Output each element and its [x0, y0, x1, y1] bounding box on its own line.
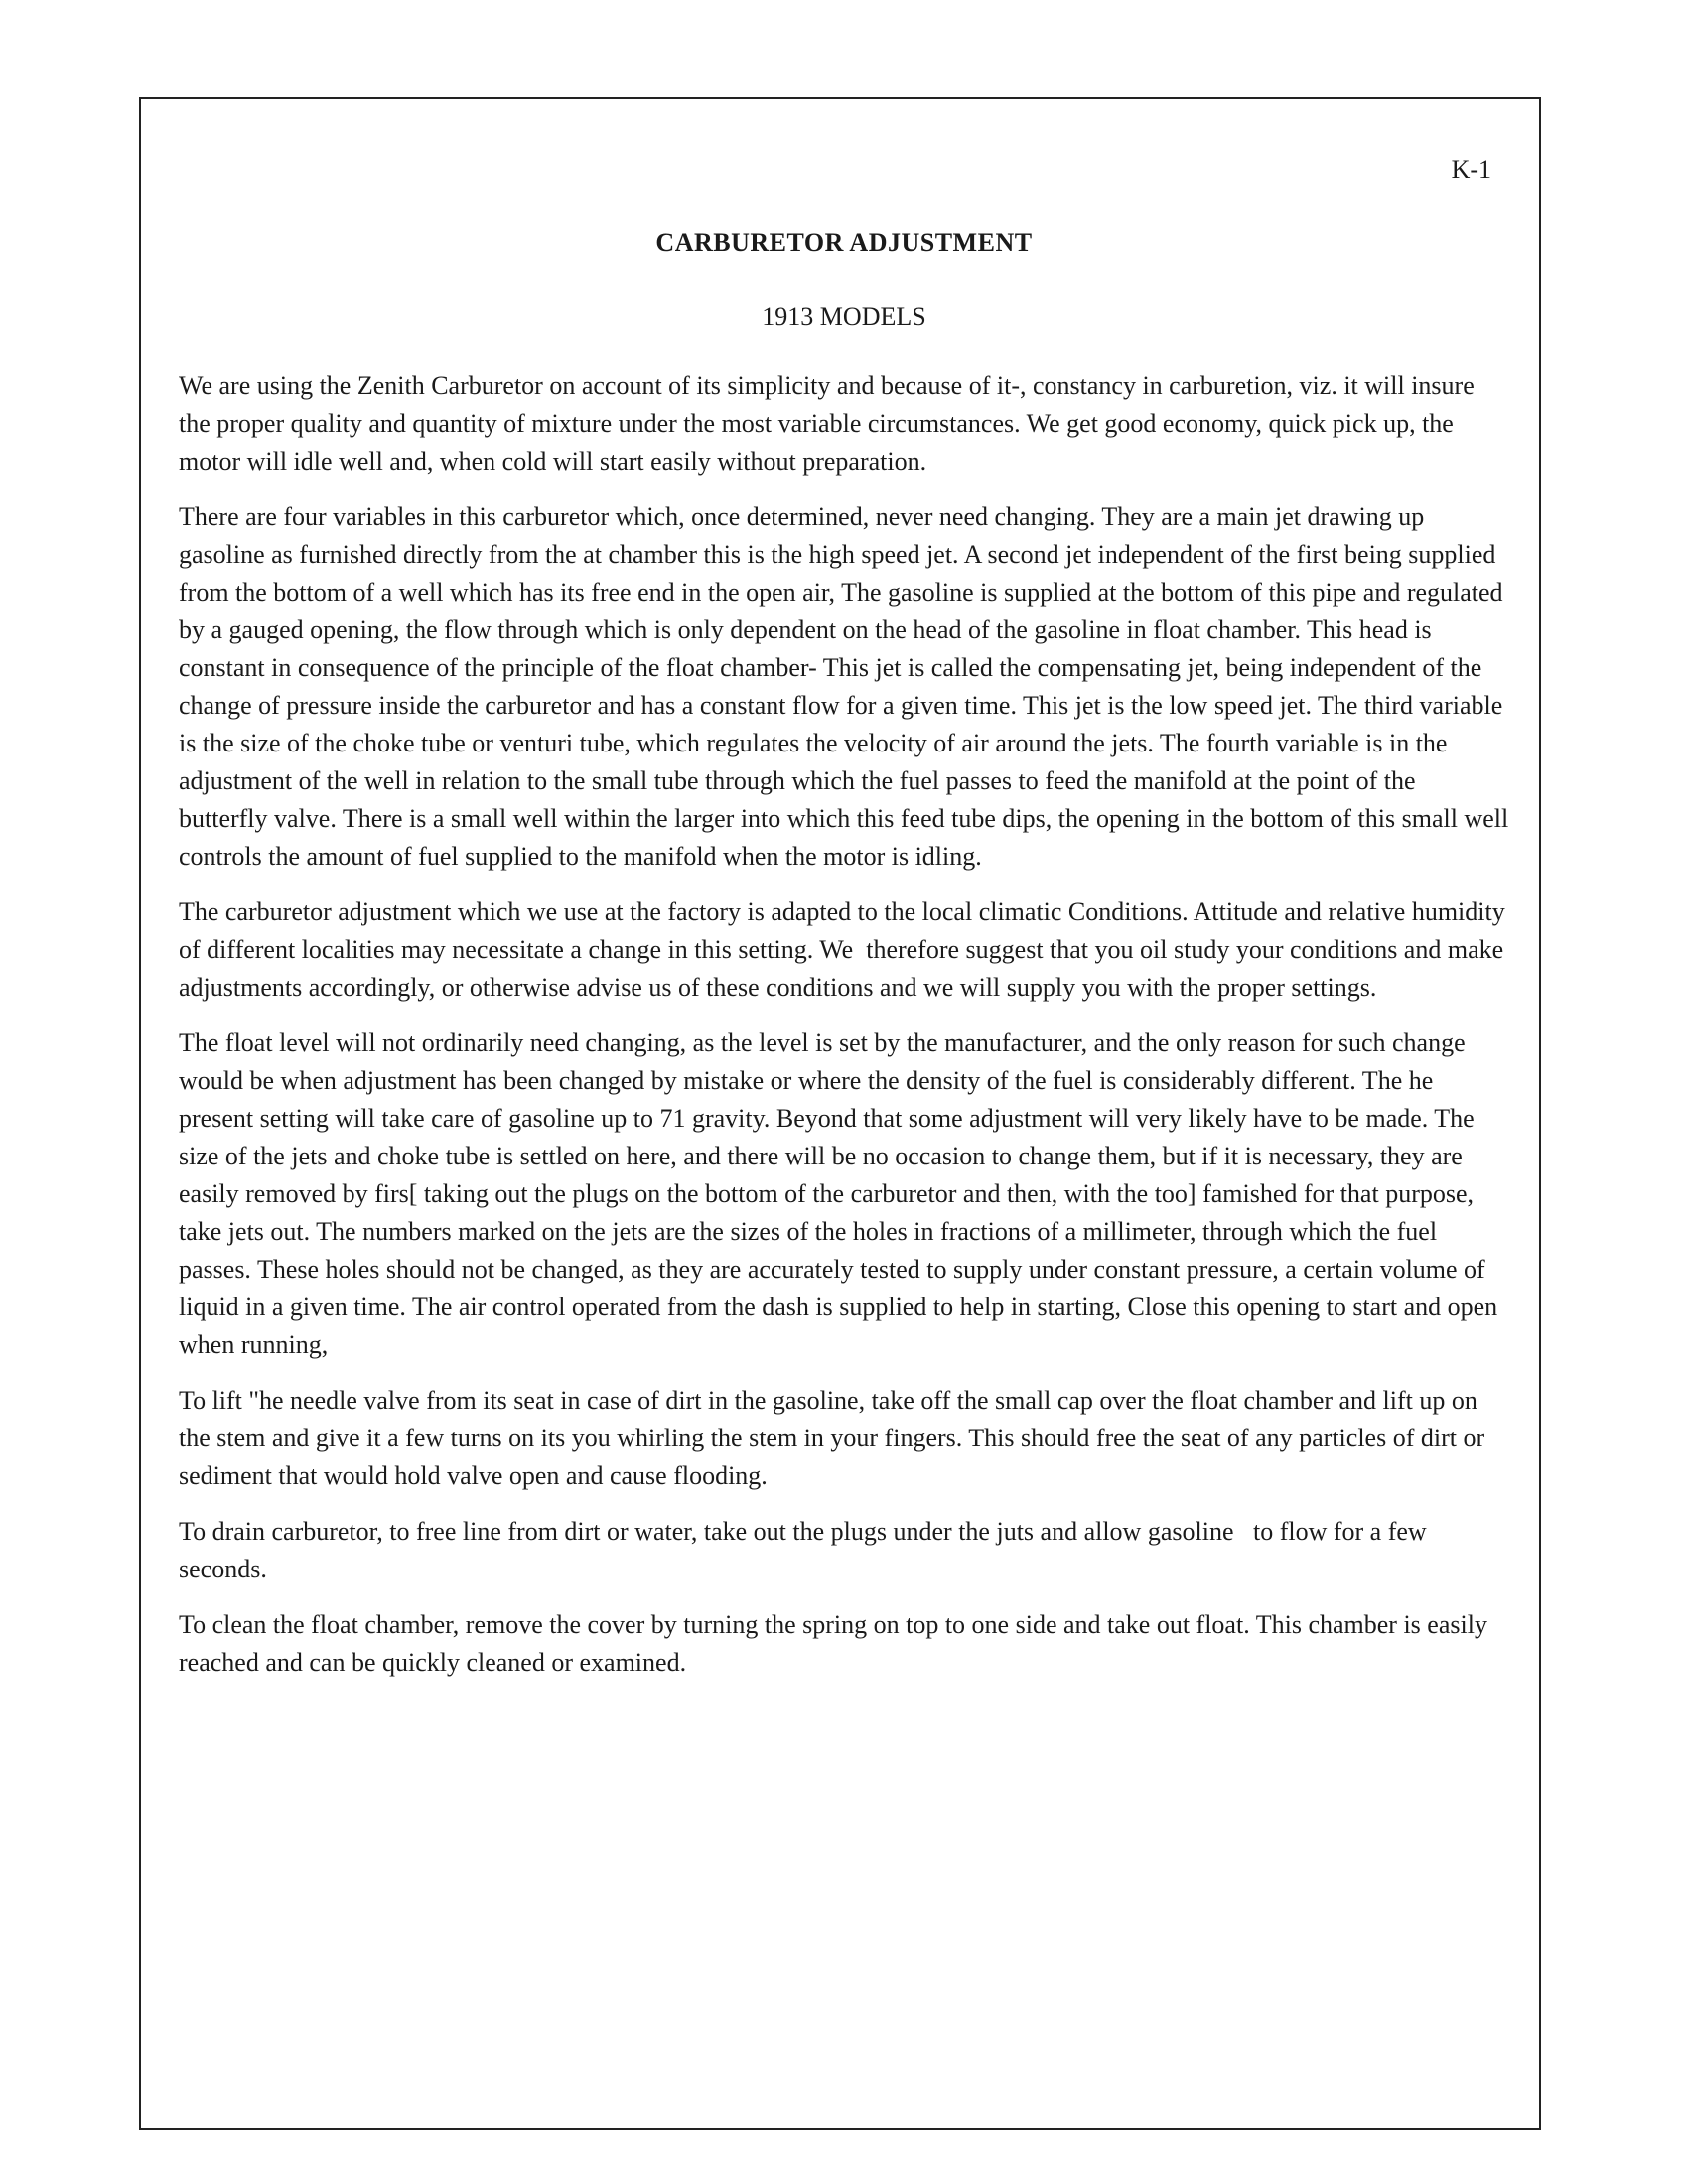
paragraph-4: The float level will not ordinarily need changing, as the level is set by the manufacturer, and the only reason for such change would be when adjustment has been changed by mistake or where the density of the fuel is considerably different. The he present setting will take care of gasoline up to 71 gravity. Beyond that some adjustment will very likely have to be made. The size of the jets and choke tube is settled on here, and there will be no occasion to change them, but if it is necessary, they are easily removed by firs[ taking out the plugs on the bottom of the carburetor and then, with the too] famished for that purpose, take jets out. The numbers marked on the jets are the sizes of the holes in fractions of a millimeter, through which the fuel passes. These holes should not be changed, as they are accurately tested to supply under constant pressure, a certain volume of liquid in a given time. The air control operated from the dash is supplied to help in starting, Close this opening to start and open when running, — [179, 1028, 1504, 1359]
page-border — [139, 97, 1541, 2130]
paragraph-1: We are using the Zenith Carburetor on account of its simplicity and because of it-, constancy in carburetion, viz. it will insure the proper quality and quantity of mixture under the most variable circumstances. We get good economy, quick pick up, the motor will idle well and, when cold will start easily without preparation. — [179, 371, 1481, 476]
paragraph-3: The carburetor adjustment which we use at the factory is adapted to the local climatic Conditions. Attitude and relative humidity of different localities may necessitate a change in this setting. We therefore suggest that you oil study your conditions and make adjustments accordingly, or otherwise advise us of these conditions and we will supply you with the proper settings. — [179, 897, 1512, 1002]
page-subtitle: 1913 MODELS — [762, 302, 926, 331]
paragraph-6: To drain carburetor, to free line from dirt or water, take out the plugs under the juts and allow gasoline to flow for a few seconds. — [179, 1517, 1434, 1583]
paragraph-7: To clean the float chamber, remove the cover by turning the spring on top to one side and take out float. This chamber is easily reached and can be quickly cleaned or examined. — [179, 1610, 1494, 1677]
page-title: CARBURETOR ADJUSTMENT — [655, 228, 1033, 257]
paragraph-2: There are four variables in this carburetor which, once determined, never need changing. They are a main jet drawing up gasoline as furnished directly from the at chamber this is the high speed jet. A second jet independent of the first being supplied from the bottom of a well which has its free end in the open air, The gasoline is supplied at the bottom of this pipe and regulated by a gauged opening, the flow through which is only dependent on the head of the gasoline in float chamber. This head is constant in consequence of the principle of the float chamber- This jet is called the compensating jet, being independent of the change of pressure inside the carburetor and has a constant flow for a given time. This jet is the low speed jet. The third variable is the size of the choke tube or venturi tube, which regulates the velocity of air around the jets. The fourth variable is in the adjustment of the well in relation to the small tube through which the fuel passes to feed the manifold at the point of the butterfly valve. There is a small well within the larger into which this feed tube dips, the opening in the bottom of this small well controls the amount of fuel supplied to the manifold when the motor is idling. — [179, 502, 1515, 871]
page-number: K-1 — [1451, 155, 1491, 184]
paragraph-5: To lift "he needle valve from its seat in case of dirt in the gasoline, take off the small cap over the float chamber and lift up on the stem and give it a few turns on its you whirling the stem in your fingers. This should free the seat of any particles of dirt or sediment that would hold valve open and cause flooding. — [179, 1386, 1491, 1490]
